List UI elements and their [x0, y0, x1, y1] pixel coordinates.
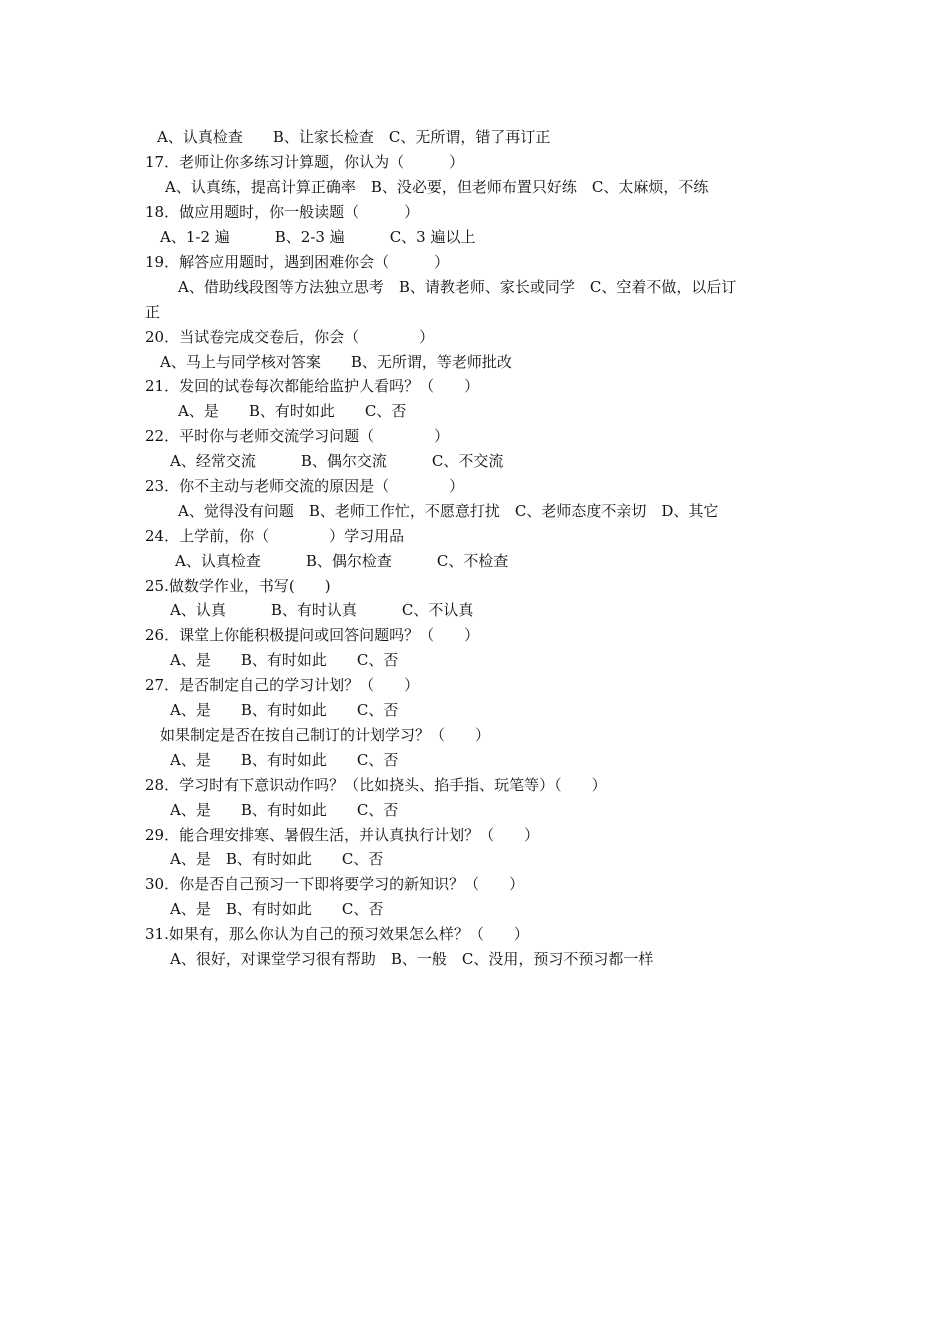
q23-options: A、觉得没有问题 B、老师工作忙，不愿意打扰 C、老师态度不亲切 D、其它 [178, 502, 719, 520]
q20-options: A、马上与同学核对答案 B、无所谓，等老师批改 [160, 353, 512, 371]
q19-question: 19．解答应用题时，遇到困难你会（ ） [145, 253, 450, 271]
q18-options: A、1-2 遍 B、2-3 遍 C、3 遍以上 [160, 228, 476, 246]
q27-followup-options: A、是 B、有时如此 C、否 [170, 751, 399, 769]
q29-options: A、是 B、有时如此 C、否 [170, 850, 384, 868]
q17-question: 17．老师让你多练习计算题，你认为（ ） [145, 153, 465, 171]
q24-options: A、认真检查 B、偶尔检查 C、不检查 [175, 552, 509, 570]
q27-question: 27．是否制定自己的学习计划？（ ） [145, 676, 420, 694]
q26-question: 26．课堂上你能积极提问或回答问题吗？（ ） [145, 626, 480, 644]
q21-options: A、是 B、有时如此 C、否 [178, 402, 407, 420]
q26-options: A、是 B、有时如此 C、否 [170, 651, 399, 669]
q23-question: 23．你不主动与老师交流的原因是（ ） [145, 477, 465, 495]
q20-question: 20．当试卷完成交卷后，你会（ ） [145, 328, 435, 346]
q24-question: 24．上学前，你（ ）学习用品 [145, 527, 405, 545]
q16-options: A、认真检查 B、让家长检查 C、无所谓，错了再订正 [157, 128, 551, 146]
q31-options: A、很好，对课堂学习很有帮助 B、一般 C、没用，预习不预习都一样 [170, 950, 654, 968]
q21-question: 21．发回的试卷每次都能给监护人看吗？（ ） [145, 377, 480, 395]
q22-question: 22．平时你与老师交流学习问题（ ） [145, 427, 450, 445]
q19-options-wrap: 正 [145, 303, 161, 321]
q28-question: 28．学习时有下意识动作吗？（比如挠头、掐手指、玩笔等）（ ） [145, 776, 607, 794]
q18-question: 18．做应用题时，你一般读题（ ） [145, 203, 420, 221]
q29-question: 29．能合理安排寒、暑假生活，并认真执行计划？（ ） [145, 826, 540, 844]
q27-followup-question: 如果制定是否在按自己制订的计划学习？（ ） [160, 726, 491, 744]
q30-options: A、是 B、有时如此 C、否 [170, 900, 384, 918]
q30-question: 30．你是否自己预习一下即将要学习的新知识？（ ） [145, 875, 525, 893]
q22-options: A、经常交流 B、偶尔交流 C、不交流 [170, 452, 504, 470]
q31-question: 31.如果有，那么你认为自己的预习效果怎么样？（ ） [145, 925, 529, 943]
q19-options: A、借助线段图等方法独立思考 B、请教老师、家长或同学 C、空着不做，以后订 [178, 278, 737, 296]
q17-options: A、认真练，提高计算正确率 B、没必要，但老师布置只好练 C、太麻烦，不练 [165, 178, 709, 196]
q25-question: 25.做数学作业，书写( ) [145, 577, 331, 595]
q27-options: A、是 B、有时如此 C、否 [170, 701, 399, 719]
q28-options: A、是 B、有时如此 C、否 [170, 801, 399, 819]
q25-options: A、认真 B、有时认真 C、不认真 [170, 601, 474, 619]
